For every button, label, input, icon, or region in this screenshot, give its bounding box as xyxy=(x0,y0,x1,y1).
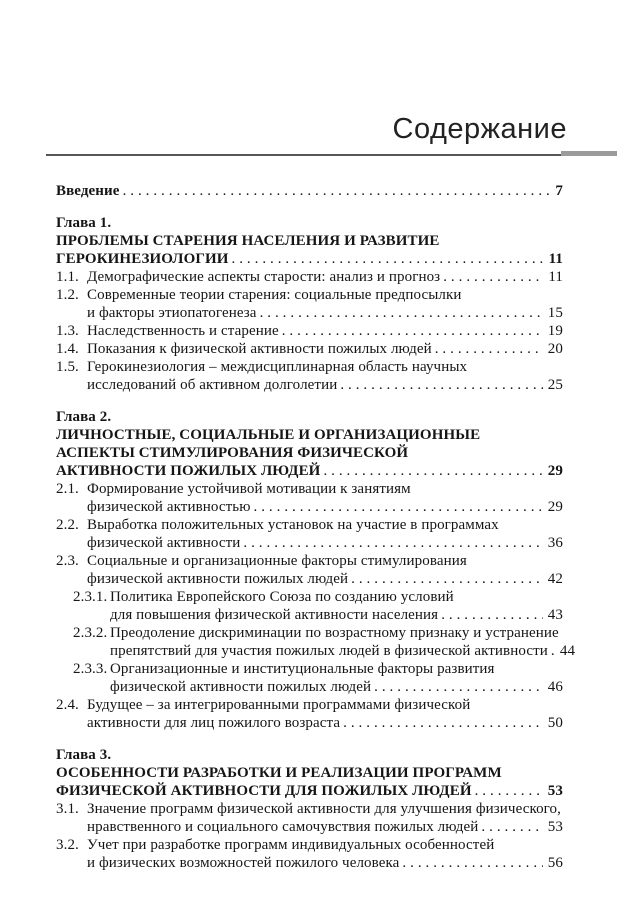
toc-page-number: 25 xyxy=(547,377,563,393)
toc-leader-dots xyxy=(323,462,542,480)
toc-line-text: и физических возможностей пожилого человека xyxy=(87,855,400,871)
toc-line xyxy=(56,408,563,426)
toc-leader-dots xyxy=(402,854,542,872)
toc-line-text: Выработка положительных установок на участие в программах xyxy=(87,517,499,533)
toc-line xyxy=(56,836,563,854)
toc-line-text: исследований об активном долголетии xyxy=(87,377,338,393)
toc-leader-dots xyxy=(232,250,544,268)
toc-page-number: 7 xyxy=(555,183,563,199)
header-rule-accent xyxy=(561,151,617,156)
toc-line xyxy=(56,588,563,606)
toc-leader-dots xyxy=(123,182,551,200)
header-rule xyxy=(46,154,561,156)
toc-line-text: физической активности xyxy=(87,535,241,551)
toc-line-number: 2.3.3. xyxy=(73,661,108,677)
toc-leader-dots xyxy=(351,570,543,588)
toc-line-number: 2.3. xyxy=(56,553,79,569)
toc-line-number: 3.2. xyxy=(56,837,79,853)
toc-page-number: 44 xyxy=(559,643,576,659)
toc-leader-dots xyxy=(441,606,543,624)
toc-line-number: 3.1. xyxy=(56,801,79,817)
toc-line-text: Показания к физической активности пожилых людей xyxy=(87,341,432,357)
toc-line xyxy=(56,624,563,642)
toc-line-text: ФИЗИЧЕСКОЙ АКТИВНОСТИ ДЛЯ ПОЖИЛЫХ ЛЮДЕЙ xyxy=(56,783,472,799)
toc-line xyxy=(56,182,563,200)
toc-line xyxy=(56,606,563,624)
toc-line xyxy=(56,552,563,570)
toc-line-text: ПРОБЛЕМЫ СТАРЕНИЯ НАСЕЛЕНИЯ И РАЗВИТИЕ xyxy=(56,233,440,249)
toc-line xyxy=(56,642,576,660)
toc-line-number: 1.2. xyxy=(56,287,79,303)
toc-line-text: препятствий для участия пожилых людей в физической активности xyxy=(110,643,548,659)
toc-line-text: Глава 3. xyxy=(56,747,112,763)
toc-line-number: 2.2. xyxy=(56,517,79,533)
toc-line-text: ОСОБЕННОСТИ РАЗРАБОТКИ И РЕАЛИЗАЦИИ ПРОГРАММ xyxy=(56,765,502,781)
toc-line-text: Будущее – за интегрированными программами физической xyxy=(87,697,471,713)
toc-line-text: Социальные и организационные факторы стимулирования xyxy=(87,553,467,569)
toc-line xyxy=(56,462,563,480)
toc-line xyxy=(56,426,563,444)
toc-leader-dots xyxy=(282,322,543,340)
toc-leader-dots xyxy=(435,340,543,358)
toc-line-number: 2.4. xyxy=(56,697,79,713)
toc-line xyxy=(56,516,563,534)
toc-line xyxy=(56,444,563,462)
toc-page-number: 42 xyxy=(547,571,563,587)
toc-line xyxy=(56,534,563,552)
toc-leader-dots xyxy=(443,268,543,286)
toc-line-text: ЛИЧНОСТНЫЕ, СОЦИАЛЬНЫЕ И ОРГАНИЗАЦИОННЫЕ xyxy=(56,427,481,443)
toc-line xyxy=(56,214,563,232)
toc-line xyxy=(56,286,563,304)
toc-line-text: и факторы этиопатогенеза xyxy=(87,305,257,321)
toc-line-number: 1.5. xyxy=(56,359,79,375)
page-header xyxy=(46,0,617,156)
toc-line-text: АСПЕКТЫ СТИМУЛИРОВАНИЯ ФИЗИЧЕСКОЙ xyxy=(56,445,409,461)
toc-line-text: для повышения физической активности населения xyxy=(110,607,439,623)
toc-line-text: Значение программ физической активности для улучшения физического, xyxy=(87,801,562,817)
toc-page-number: 53 xyxy=(547,819,563,835)
toc-page-number: 11 xyxy=(548,269,563,285)
toc-leader-dots xyxy=(343,714,543,732)
toc-line xyxy=(56,498,563,516)
toc-line-text: Формирование устойчивой мотивации к занятиям xyxy=(87,481,411,497)
toc-line xyxy=(56,570,563,588)
toc-leader-dots xyxy=(475,782,543,800)
toc-page-number: 20 xyxy=(547,341,563,357)
toc-line-text: физической активностью xyxy=(87,499,251,515)
toc-line xyxy=(56,250,563,268)
toc-page-number: 43 xyxy=(547,607,563,623)
toc-line-text: Наследственность и старение xyxy=(87,323,279,339)
toc-line-text: Демографические аспекты старости: анализ и прогноз xyxy=(87,269,441,285)
toc-line-text: физической активности пожилых людей xyxy=(87,571,349,587)
toc-page-number: 15 xyxy=(547,305,563,321)
toc-line xyxy=(56,322,563,340)
toc-line-number: 1.4. xyxy=(56,341,79,357)
toc-leader-dots xyxy=(481,818,542,836)
toc-line-text: Организационные и институциональные факторы развития xyxy=(110,661,495,677)
toc-line xyxy=(56,714,563,732)
toc-leader-dots xyxy=(374,678,543,696)
toc-page-number: 29 xyxy=(547,499,563,515)
toc-line-text: ГЕРОКИНЕЗИОЛОГИИ xyxy=(56,251,229,267)
toc-page-number: 29 xyxy=(547,463,563,479)
toc-page-number: 53 xyxy=(547,783,563,799)
toc-line-text: активности для лиц пожилого возраста xyxy=(87,715,341,731)
toc-page-number: 56 xyxy=(547,855,563,871)
toc-line xyxy=(56,764,563,782)
toc-line xyxy=(56,818,563,836)
toc-line xyxy=(56,340,563,358)
toc-line xyxy=(56,854,563,872)
toc-line-text: Политика Европейского Союза по созданию условий xyxy=(110,589,454,605)
toc-line xyxy=(56,678,563,696)
toc-page-number: 19 xyxy=(547,323,563,339)
toc-page-number: 46 xyxy=(547,679,563,695)
toc-line-number: 1.1. xyxy=(56,269,79,285)
toc-line-number: 2.1. xyxy=(56,481,79,497)
toc-page-number: 11 xyxy=(548,251,563,267)
toc-leader-dots xyxy=(243,534,542,552)
toc-page-number: 36 xyxy=(547,535,563,551)
toc-line xyxy=(56,660,563,678)
toc-line-number: 2.3.2. xyxy=(73,625,108,641)
toc-line-text: Введение xyxy=(56,183,120,199)
toc-line-text: Глава 1. xyxy=(56,215,112,231)
toc-line-text: Герокинезиология – междисциплинарная область научных xyxy=(87,359,468,375)
toc-line-text: Глава 2. xyxy=(56,409,112,425)
toc-line xyxy=(56,696,563,714)
toc-line-text: нравственного и социального самочувствия пожилых людей xyxy=(87,819,479,835)
toc-leader-dots xyxy=(340,376,542,394)
toc-line xyxy=(56,376,563,394)
toc-line xyxy=(56,304,563,322)
toc-line xyxy=(56,358,563,376)
toc-page-number: 50 xyxy=(547,715,563,731)
page-title: Содержание xyxy=(392,113,567,145)
toc-line-text: Современные теории старения: социальные предпосылки xyxy=(87,287,462,303)
toc-line xyxy=(56,782,563,800)
toc-line-text: Учет при разработке программ индивидуальных особенностей xyxy=(87,837,495,853)
toc-line-text: АКТИВНОСТИ ПОЖИЛЫХ ЛЮДЕЙ xyxy=(56,463,321,479)
toc-line-text: Преодоление дискриминации по возрастному признаку и устранение xyxy=(110,625,559,641)
toc-line-text: физической активности пожилых людей xyxy=(110,679,372,695)
header-rule-row xyxy=(46,151,617,156)
table-of-contents xyxy=(56,182,576,872)
toc-line xyxy=(56,480,563,498)
toc-line xyxy=(56,232,563,250)
toc-line xyxy=(56,800,563,818)
toc-leader-dots xyxy=(254,498,543,516)
toc-leader-dots xyxy=(260,304,543,322)
toc-line xyxy=(56,746,563,764)
toc-line xyxy=(56,268,563,286)
toc-line-number: 1.3. xyxy=(56,323,79,339)
toc-line-number: 2.3.1. xyxy=(73,589,108,605)
